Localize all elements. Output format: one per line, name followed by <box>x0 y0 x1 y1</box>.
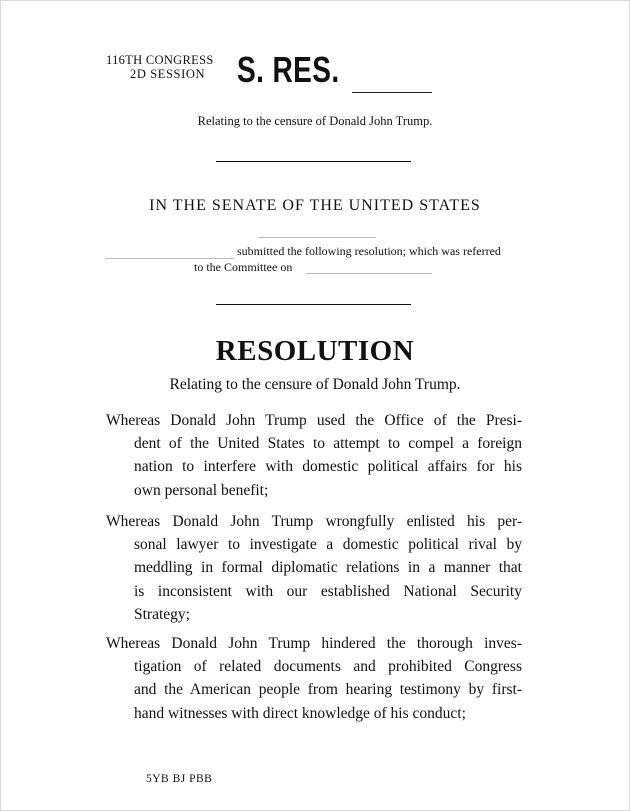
sponsor-blank <box>105 258 234 259</box>
clause-line: nation to interfere with domestic political affairs for his <box>134 458 522 476</box>
congress-session-label <box>106 53 214 81</box>
clause-line: dent of the United States to attempt to compel a foreign <box>134 435 522 453</box>
committee-blank <box>306 273 432 274</box>
whereas-clause <box>106 409 522 502</box>
congress-number: 116TH CONGRESS <box>106 53 214 67</box>
footer-code: 5YB BJ PBB <box>146 773 213 785</box>
clause-line: Whereas Donald John Trump used the Office of the Presi- <box>106 412 522 429</box>
whereas-clause <box>106 510 522 626</box>
clause-line: and the American people from hearing testimony by first- <box>134 681 522 699</box>
resolution-heading: RESOLUTION <box>215 335 415 367</box>
clause-line: Whereas Donald John Trump wrongfully enlisted his per- <box>106 513 522 530</box>
clause-line: tigation of related documents and prohibited Congress <box>134 658 522 676</box>
clause-line: Whereas Donald John Trump hindered the thorough inves- <box>106 635 522 652</box>
clause-line: sonal lawyer to investigate a domestic political rival by <box>134 536 522 554</box>
bill-type-heading: S. RES. <box>237 49 340 90</box>
divider-rule <box>216 161 411 162</box>
sponsor-blank-top <box>258 237 376 238</box>
chamber-heading: IN THE SENATE OF THE UNITED STATES <box>149 197 481 214</box>
resolution-purpose: Relating to the censure of Donald John Trump. <box>169 376 461 393</box>
clause-line: meddling in formal diplomatic relations in a manner that <box>134 559 522 577</box>
bill-number-blank <box>352 92 432 93</box>
committee-text: to the Committee on <box>194 260 293 274</box>
clause-line: own personal benefit; <box>134 481 269 499</box>
divider-rule <box>216 304 411 305</box>
whereas-clause <box>106 632 522 725</box>
session-number: 2D SESSION <box>130 67 206 81</box>
submission-text: submitted the following resolution; which was referred <box>237 244 501 258</box>
document-subtitle: Relating to the censure of Donald John Trump. <box>197 114 433 128</box>
clause-line: Strategy; <box>134 605 190 623</box>
clause-line: hand witnesses with direct knowledge of his conduct; <box>134 704 466 722</box>
clause-line: is inconsistent with our established National Security <box>134 582 522 600</box>
